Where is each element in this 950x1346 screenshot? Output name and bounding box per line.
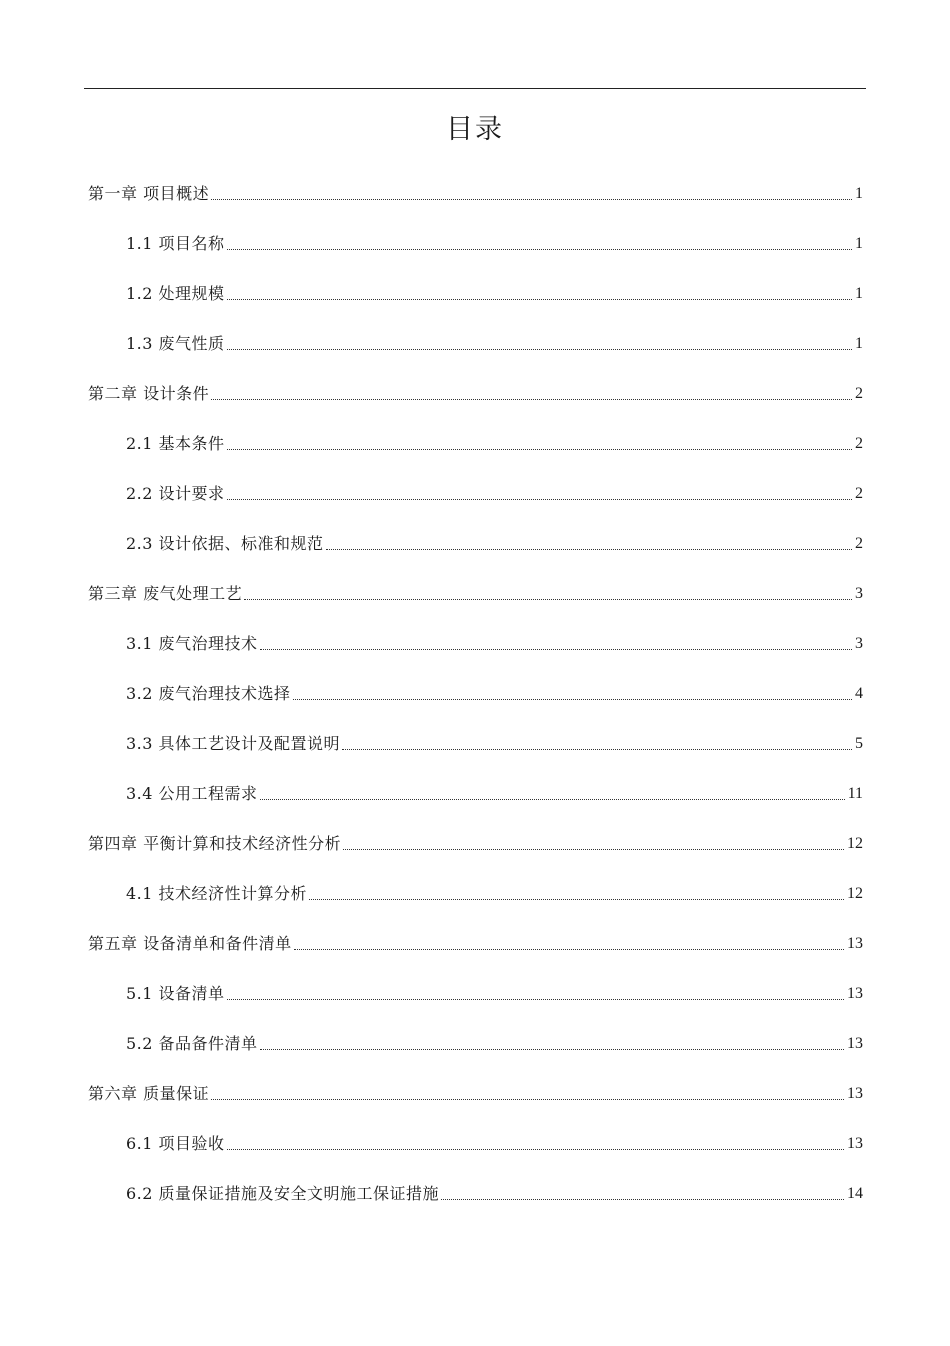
- toc-entry[interactable]: [126, 775, 863, 805]
- toc-leader-dots: [309, 899, 844, 900]
- toc-page-number: 2: [855, 535, 863, 552]
- toc-page-number: 11: [847, 785, 863, 802]
- toc-entry-text: 第四章 平衡计算和技术经济性分析: [88, 834, 342, 853]
- toc-entry-text: 第二章 设计条件: [88, 384, 210, 403]
- toc-entry[interactable]: [88, 175, 863, 205]
- toc-page-number: 5: [855, 735, 863, 752]
- toc-entry-text: 2.3 设计依据、标准和规范: [126, 534, 324, 553]
- toc-leader-dots: [227, 449, 852, 450]
- toc-leader-dots: [211, 1099, 844, 1100]
- toc-entry[interactable]: [126, 975, 863, 1005]
- toc-entry-text: 1.1 项目名称: [126, 234, 225, 253]
- toc-entry[interactable]: [88, 825, 863, 855]
- toc-entry-text: 第六章 质量保证: [88, 1084, 210, 1103]
- toc-entry-text: 3.2 废气治理技术选择: [126, 684, 291, 703]
- toc-entry[interactable]: [126, 1025, 863, 1055]
- toc-leader-dots: [294, 949, 844, 950]
- toc-entry-text: 第五章 设备清单和备件清单: [88, 934, 292, 953]
- toc-page-number: 1: [855, 185, 863, 202]
- toc-entry-text: 5.2 备品备件清单: [126, 1034, 258, 1053]
- toc-leader-dots: [343, 849, 844, 850]
- toc-entry-text: 1.3 废气性质: [126, 334, 225, 353]
- toc-page-number: 2: [855, 385, 863, 402]
- header-rule: [84, 88, 866, 89]
- toc-page-number: 13: [847, 935, 863, 952]
- toc-entry[interactable]: [126, 625, 863, 655]
- toc-entry-text: 2.1 基本条件: [126, 434, 225, 453]
- toc-entry[interactable]: [126, 425, 863, 455]
- toc-leader-dots: [227, 499, 852, 500]
- toc-leader-dots: [227, 299, 852, 300]
- toc-entry[interactable]: [126, 725, 863, 755]
- toc-entry[interactable]: [126, 225, 863, 255]
- toc-leader-dots: [227, 1149, 844, 1150]
- toc-leader-dots: [211, 199, 852, 200]
- toc-page-number: 3: [855, 635, 863, 652]
- toc-leader-dots: [227, 999, 844, 1000]
- toc-entry-text: 3.3 具体工艺设计及配置说明: [126, 734, 341, 753]
- toc-entry-text: 6.1 项目验收: [126, 1134, 225, 1153]
- toc-entry-text: 第三章 废气处理工艺: [88, 584, 243, 603]
- toc-leader-dots: [342, 749, 852, 750]
- toc-leader-dots: [326, 549, 852, 550]
- toc-page-number: 13: [847, 1085, 863, 1102]
- toc-page-number: 2: [855, 485, 863, 502]
- toc-entry-text: 3.1 废气治理技术: [126, 634, 258, 653]
- toc-page-number: 2: [855, 435, 863, 452]
- toc-page-number: 4: [855, 685, 863, 702]
- toc-entry[interactable]: [126, 1175, 863, 1205]
- toc-entry[interactable]: [88, 1075, 863, 1105]
- toc-page-number: 12: [847, 835, 863, 852]
- toc-entry[interactable]: [88, 375, 863, 405]
- toc-page-number: 1: [855, 235, 863, 252]
- toc-entry[interactable]: [126, 675, 863, 705]
- toc-entry-text: 第一章 项目概述: [88, 184, 210, 203]
- toc-page-number: 13: [847, 1035, 863, 1052]
- toc-page-number: 14: [847, 1185, 863, 1202]
- toc-entry-text: 6.2 质量保证措施及安全文明施工保证措施: [126, 1184, 440, 1203]
- toc-entry[interactable]: [126, 475, 863, 505]
- toc-entry[interactable]: [126, 325, 863, 355]
- toc-page-number: 3: [855, 585, 863, 602]
- toc-entry[interactable]: [126, 275, 863, 305]
- toc-page-number: 12: [847, 885, 863, 902]
- toc-leader-dots: [293, 699, 852, 700]
- toc-leader-dots: [227, 249, 852, 250]
- toc-entry[interactable]: [88, 925, 863, 955]
- toc-entry[interactable]: [88, 575, 863, 605]
- toc-entry-text: 2.2 设计要求: [126, 484, 225, 503]
- toc-entry[interactable]: [126, 525, 863, 555]
- toc-page-number: 1: [855, 335, 863, 352]
- toc-page-number: 13: [847, 985, 863, 1002]
- toc-page-number: 1: [855, 285, 863, 302]
- toc-entry-text: 4.1 技术经济性计算分析: [126, 884, 308, 903]
- toc-leader-dots: [260, 1049, 844, 1050]
- toc-leader-dots: [260, 799, 845, 800]
- toc-entry[interactable]: [126, 1125, 863, 1155]
- toc-entry[interactable]: [126, 875, 863, 905]
- toc-leader-dots: [211, 399, 852, 400]
- toc-leader-dots: [260, 649, 852, 650]
- toc-entry-text: 5.1 设备清单: [126, 984, 225, 1003]
- page-title: 目录: [446, 114, 504, 145]
- toc-leader-dots: [244, 599, 852, 600]
- toc-leader-dots: [227, 349, 852, 350]
- toc-entry-text: 1.2 处理规模: [126, 284, 225, 303]
- toc-page-number: 13: [847, 1135, 863, 1152]
- toc-leader-dots: [441, 1199, 844, 1200]
- toc-entry-text: 3.4 公用工程需求: [126, 784, 258, 803]
